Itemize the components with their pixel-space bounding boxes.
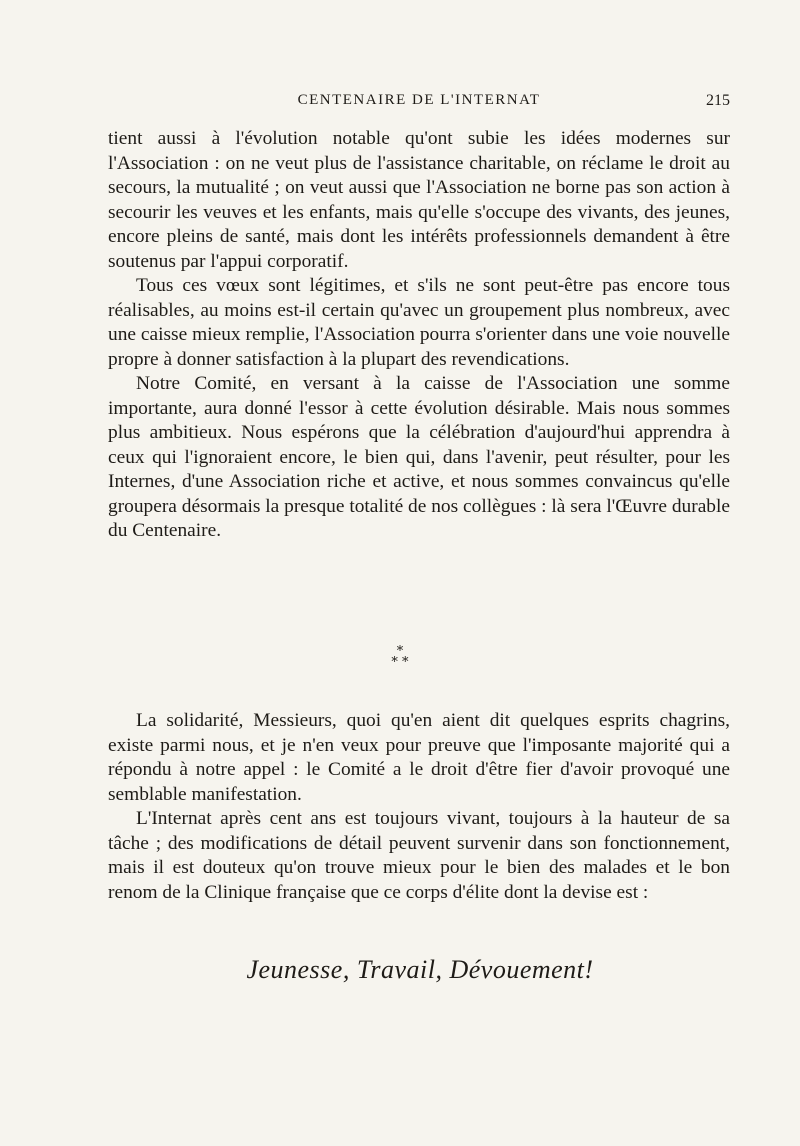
running-title: CENTENAIRE DE L'INTERNAT [297,92,541,108]
paragraph: L'Internat après cent ans est toujours vivant, toujours à la hauteur de sa tâche ; des modifications de détail peuvent survenir dans son fonctionnement, mais il est douteux qu'on trouve mieux pour le bien des malades et le bon renom de la Clinique française que ce corps d'élite dont la devise est : [108,808,730,903]
paragraph: Tous ces vœux sont légitimes, et s'ils ne sont peut-être pas encore tous réalisables, au moins est-il certain qu'avec un groupement plus nombreux, avec une caisse mieux remplie, l'Association pourra s'orienter dans une voie nouvelle propre à donner satisfaction à la plupart des revendications. [108,275,730,370]
text-block-after [108,709,730,905]
asterism-separator [0,646,800,668]
running-header [108,90,730,114]
paragraph: tient aussi à l'évolution notable qu'ont subie les idées modernes sur l'Association : on ne veut plus de l'assistance charitable, on réclame le droit au secours, la mutualité ; on veut aussi que l'Association ne borne pas son action à secourir les veuves et les enfants, mais qu'elle s'occupe des vivants, des jeunes, encore pleins de santé, mais dont les intérêts professionnels demandent à être soutenus par l'appui corporatif. [108,128,730,272]
paragraph: La solidarité, Messieurs, quoi qu'en aient dit quelques esprits chagrins, existe parmi nous, et je n'en veux pour preuve que l'imposante majorité qui a répondu à notre appel : le Comité a le droit d'être fier d'avoir provoqué une semblable manifestation. [108,710,730,805]
page-number: 215 [706,92,730,109]
paragraph: Notre Comité, en versant à la caisse de l'Association une somme importante, aura donné l'essor à cette évolution désirable. Mais nous sommes plus ambitieux. Nous espérons que la célébration d'aujourd'hui apprendra à ceux qui l'ignoraient encore, le bien qui, dans l'avenir, peut résulter, pour les Internes, d'une Association riche et active, et nous sommes convaincus qu'elle groupera désormais la presque totalité de nos collègues : là sera l'Œuvre durable du Centenaire. [108,373,730,541]
asterism-bottom: * * [391,655,409,670]
motto: Jeunesse, Travail, Dévouement! [246,955,594,984]
asterism-top: * [396,644,404,659]
text-block-before [108,127,730,544]
